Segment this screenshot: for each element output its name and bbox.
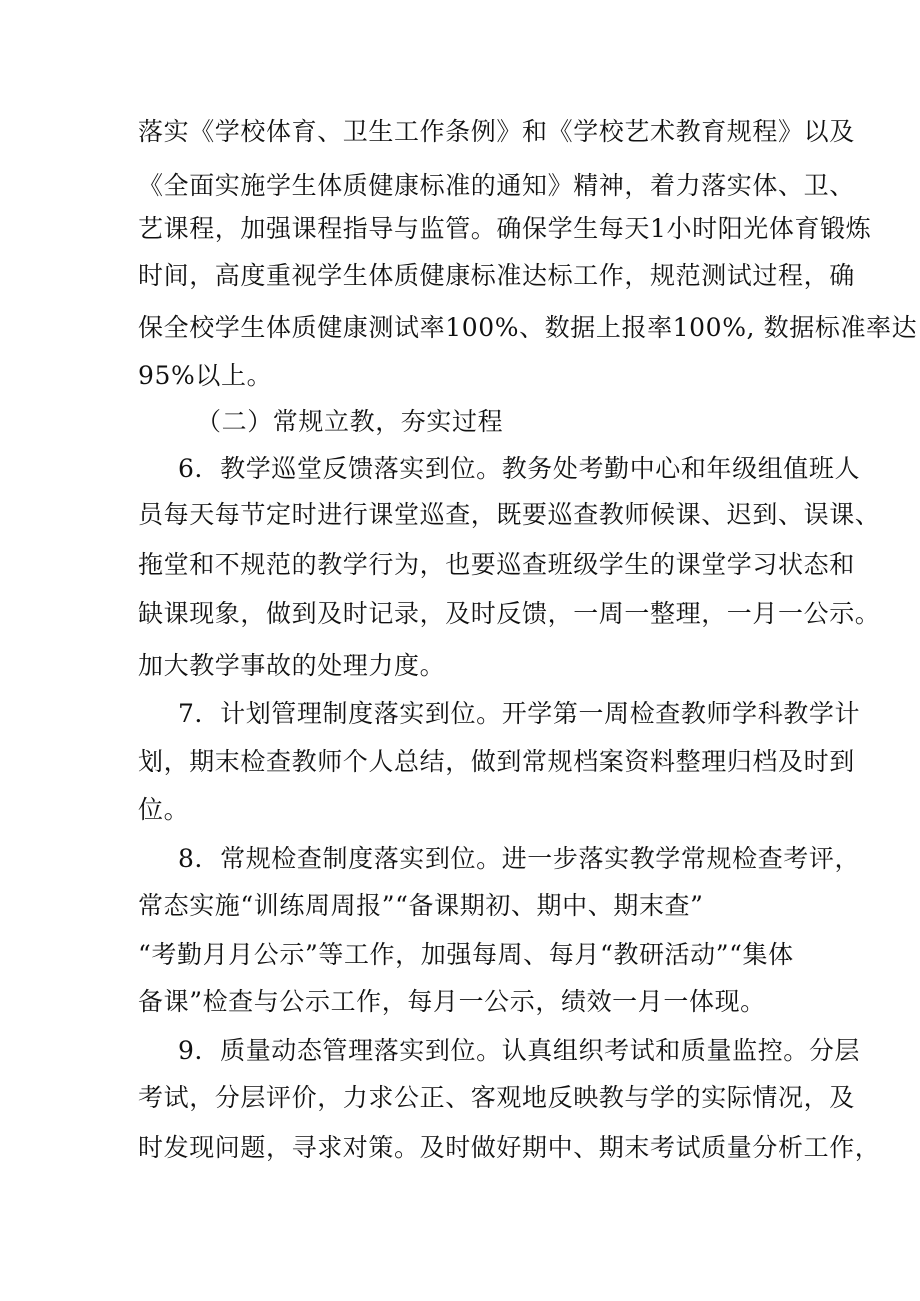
text-line: 《全面实施学生体质健康标准的通知》精神，着力落实体、卫、 bbox=[138, 171, 855, 200]
text-line: 保全校学生体质健康测试率100%、数据上报率100%, 数据标准率达 bbox=[138, 313, 918, 342]
paragraph-first-line: 8．常规检查制度落实到位。进一步落实教学常规检查考评， bbox=[178, 844, 861, 873]
paragraph-first-line: 7．计划管理制度落实到位。开学第一周检查教师学科教学计 bbox=[178, 699, 861, 728]
text-line: 拖堂和不规范的教学行为，也要巡查班级学生的课堂学习状态和 bbox=[138, 550, 855, 579]
text-line: 员每天每节定时进行课堂巡查，既要巡查教师候课、迟到、误课、 bbox=[138, 500, 881, 529]
text-line: 常态实施“训练周周报”“备课期初、期中、期末查” bbox=[138, 891, 704, 920]
text-line: 考试，分层评价，力求公正、客观地反映教与学的实际情况，及 bbox=[138, 1083, 855, 1112]
text-line: 位。 bbox=[138, 795, 190, 824]
section-heading: （二）常规立教，夯实过程 bbox=[196, 407, 504, 436]
text-line: 95%以上。 bbox=[138, 361, 273, 390]
text-line: 加大教学事故的处理力度。 bbox=[138, 651, 446, 680]
paragraph-first-line: 6．教学巡堂反馈落实到位。教务处考勤中心和年级组值班人 bbox=[178, 454, 861, 483]
text-line: 划，期末检查教师个人总结，做到常规档案资料整理归档及时到 bbox=[138, 747, 855, 776]
text-line: “考勤月月公示”等工作，加强每周、每月“教研活动”“集体 bbox=[138, 940, 794, 969]
text-line: 缺课现象，做到及时记录，及时反馈，一周一整理，一月一公示。 bbox=[138, 599, 881, 628]
text-line: 艺课程，加强课程指导与监管。确保学生每天1小时阳光体育锻炼 bbox=[138, 214, 872, 243]
paragraph-first-line: 9．质量动态管理落实到位。认真组织考试和质量监控。分层 bbox=[178, 1036, 861, 1065]
text-line: 备课”检查与公示工作，每月一公示，绩效一月一体现。 bbox=[138, 987, 766, 1016]
text-line: 落实《学校体育、卫生工作条例》和《学校艺术教育规程》以及 bbox=[138, 117, 855, 146]
text-line: 时发现问题，寻求对策。及时做好期中、期末考试质量分析工作， bbox=[138, 1133, 881, 1162]
text-line: 时间，高度重视学生体质健康标准达标工作，规范测试过程，确 bbox=[138, 261, 855, 290]
